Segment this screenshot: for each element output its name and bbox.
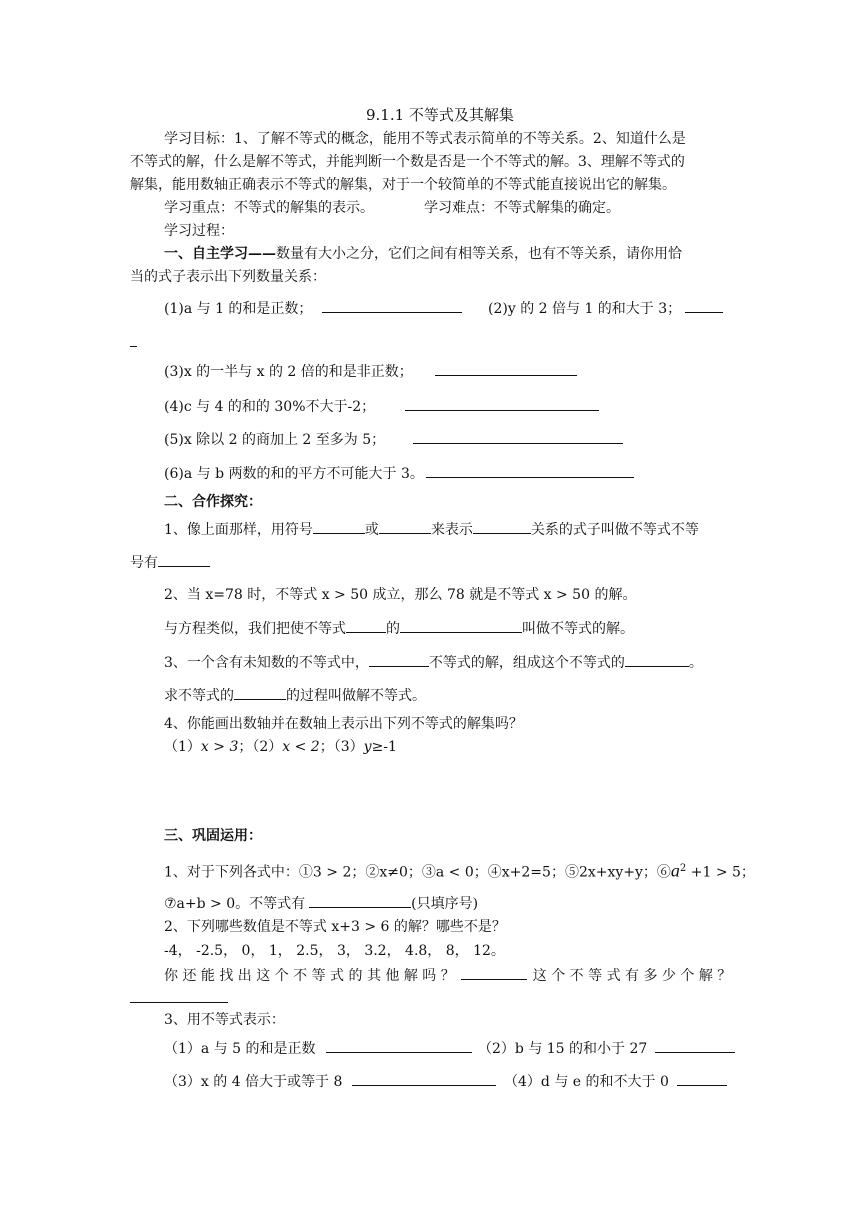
- objectives-line-1: 学习目标：1、了解不等式的概念，能用不等式表示简单的不等关系。2、知道什么是: [164, 131, 686, 147]
- s3-q3-row1-left: （1）a 与 5 的和是正数: [164, 1038, 472, 1059]
- section1-intro: [164, 244, 682, 264]
- s2-q4: 4、你能画出数轴并在数轴上表示出下列不等式的解集吗？: [164, 716, 523, 732]
- s1-item-4-blank[interactable]: [405, 396, 599, 411]
- s1-item-3: (3)x 的一半与 x 的 2 倍的和是非正数；: [164, 361, 577, 382]
- s2-q3-blank-2[interactable]: [625, 652, 689, 667]
- section3-heading: 三、巩固运用：: [164, 828, 262, 844]
- s1-item-3-blank[interactable]: [435, 361, 577, 376]
- key-point: 学习重点：不等式的解集的表示。: [164, 200, 374, 216]
- s2-q4-items: （1）x > 3；（2）x < 2；（3）y≥-1: [164, 739, 397, 755]
- s3-q2-blank-2[interactable]: [130, 1002, 228, 1003]
- s3-q3-blank-2[interactable]: [655, 1038, 735, 1053]
- section2-heading: 二、合作探究：: [164, 494, 262, 510]
- s1-item-5-blank[interactable]: [413, 429, 623, 444]
- s1-item-2: (2)y 的 2 倍与 1 的和大于 3；: [488, 298, 723, 319]
- s3-q3-blank-1[interactable]: [326, 1038, 472, 1053]
- s2-q1-blank-3[interactable]: [473, 519, 531, 534]
- s3-q1-cont: ⑦a+b > 0。不等式有 (只填序号): [164, 893, 478, 914]
- difficulty: 学习难点：不等式解集的确定。: [424, 200, 620, 216]
- s1-item-4: (4)c 与 4 的和的 30%不大于-2；: [164, 396, 599, 417]
- s3-q1: 1、对于下列各式中：①3 > 2；②x≠0；③a < 0；④x+2=5；⑤2x+xy+y；$⑥a^2 +1 > 5$；: [164, 860, 755, 881]
- section1-heading: 一、自主学习——: [164, 246, 276, 262]
- s3-q2-values: -4， -2.5， 0， 1， 2.5， 3， 3.2， 4.8， 8， 12。: [164, 943, 505, 959]
- s2-q2: 2、当 x=78 时，不等式 x > 50 成立，那么 78 就是不等式 x > 50 的解。: [164, 587, 637, 603]
- page-title: 9.1.1 不等式及其解集: [366, 106, 514, 124]
- s1-item-1: (1)a 与 1 的和是正数；: [164, 298, 462, 319]
- s1-item-1-blank[interactable]: [322, 298, 462, 313]
- s2-q3: 3、一个含有未知数的不等式中， 不等式的解，组成这个不等式的 。: [164, 652, 703, 673]
- s3-q3: 3、用不等式表示：: [164, 1012, 285, 1028]
- s2-q1-blank-1[interactable]: [313, 519, 365, 534]
- s2-q3-blank-3[interactable]: [234, 685, 286, 700]
- s1-item-5: (5)x 除以 2 的商加上 2 至多为 5；: [164, 429, 623, 450]
- s3-q2-blank-1[interactable]: [461, 965, 527, 980]
- s1-item-2-blank-cont[interactable]: [130, 346, 137, 347]
- s3-q3-blank-3[interactable]: [352, 1071, 496, 1086]
- s2-q1-blank-4[interactable]: [158, 552, 210, 567]
- s2-q1-blank-2[interactable]: [379, 519, 431, 534]
- process-label: 学习过程：: [164, 223, 234, 239]
- s3-q3-row2-left: （3）x 的 4 倍大于或等于 8: [164, 1071, 496, 1092]
- s3-q3-row2-right: （4）d 与 e 的和不大于 0: [504, 1071, 727, 1092]
- s2-q2-cont: 与方程类似，我们把使不等式 的 叫做不等式的解。: [164, 618, 634, 639]
- s3-q2: 2、下列哪些数值是不等式 x+3 > 6 的解？哪些不是？: [164, 919, 506, 935]
- s2-q1-cont: 号有: [130, 552, 210, 573]
- section1-intro-line2: 当的式子表示出下列数量关系：: [130, 269, 326, 285]
- s2-q3-blank-1[interactable]: [369, 652, 429, 667]
- section1-intro-text: 数量有大小之分，它们之间有相等关系，也有不等关系，请你用恰: [276, 246, 682, 262]
- s3-q1-blank[interactable]: [309, 893, 411, 908]
- s2-q2-blank-2[interactable]: [400, 618, 522, 633]
- s3-q2-more: 你 还 能 找 出 这 个 不 等 式 的 其 他 解 吗 ？ 这 个 不 等 式 有 多 少 个 解 ？: [164, 965, 731, 986]
- s2-q3-cont: 求不等式的 的过程叫做解不等式。: [164, 685, 426, 706]
- s1-item-6-blank[interactable]: [426, 463, 634, 478]
- s1-item-6: (6)a 与 b 两数的和的平方不可能大于 3。: [164, 463, 634, 484]
- objectives-line-2: 不等式的解，什么是解不等式，并能判断一个数是否是一个不等式的解。3、理解不等式的: [130, 154, 685, 170]
- s3-q3-row1-right: （2）b 与 15 的和小于 27: [478, 1038, 735, 1059]
- s2-q1: 1、像上面那样，用符号 或 来表示 关系的式子叫做不等式不等: [164, 519, 699, 540]
- s3-q3-blank-4[interactable]: [677, 1071, 727, 1086]
- objectives-line-3: 解集，能用数轴正确表示不等式的解集，对于一个较简单的不等式能直接说出它的解集。: [130, 177, 676, 193]
- s2-q2-blank-1[interactable]: [346, 618, 386, 633]
- s1-item-2-blank[interactable]: [685, 298, 723, 313]
